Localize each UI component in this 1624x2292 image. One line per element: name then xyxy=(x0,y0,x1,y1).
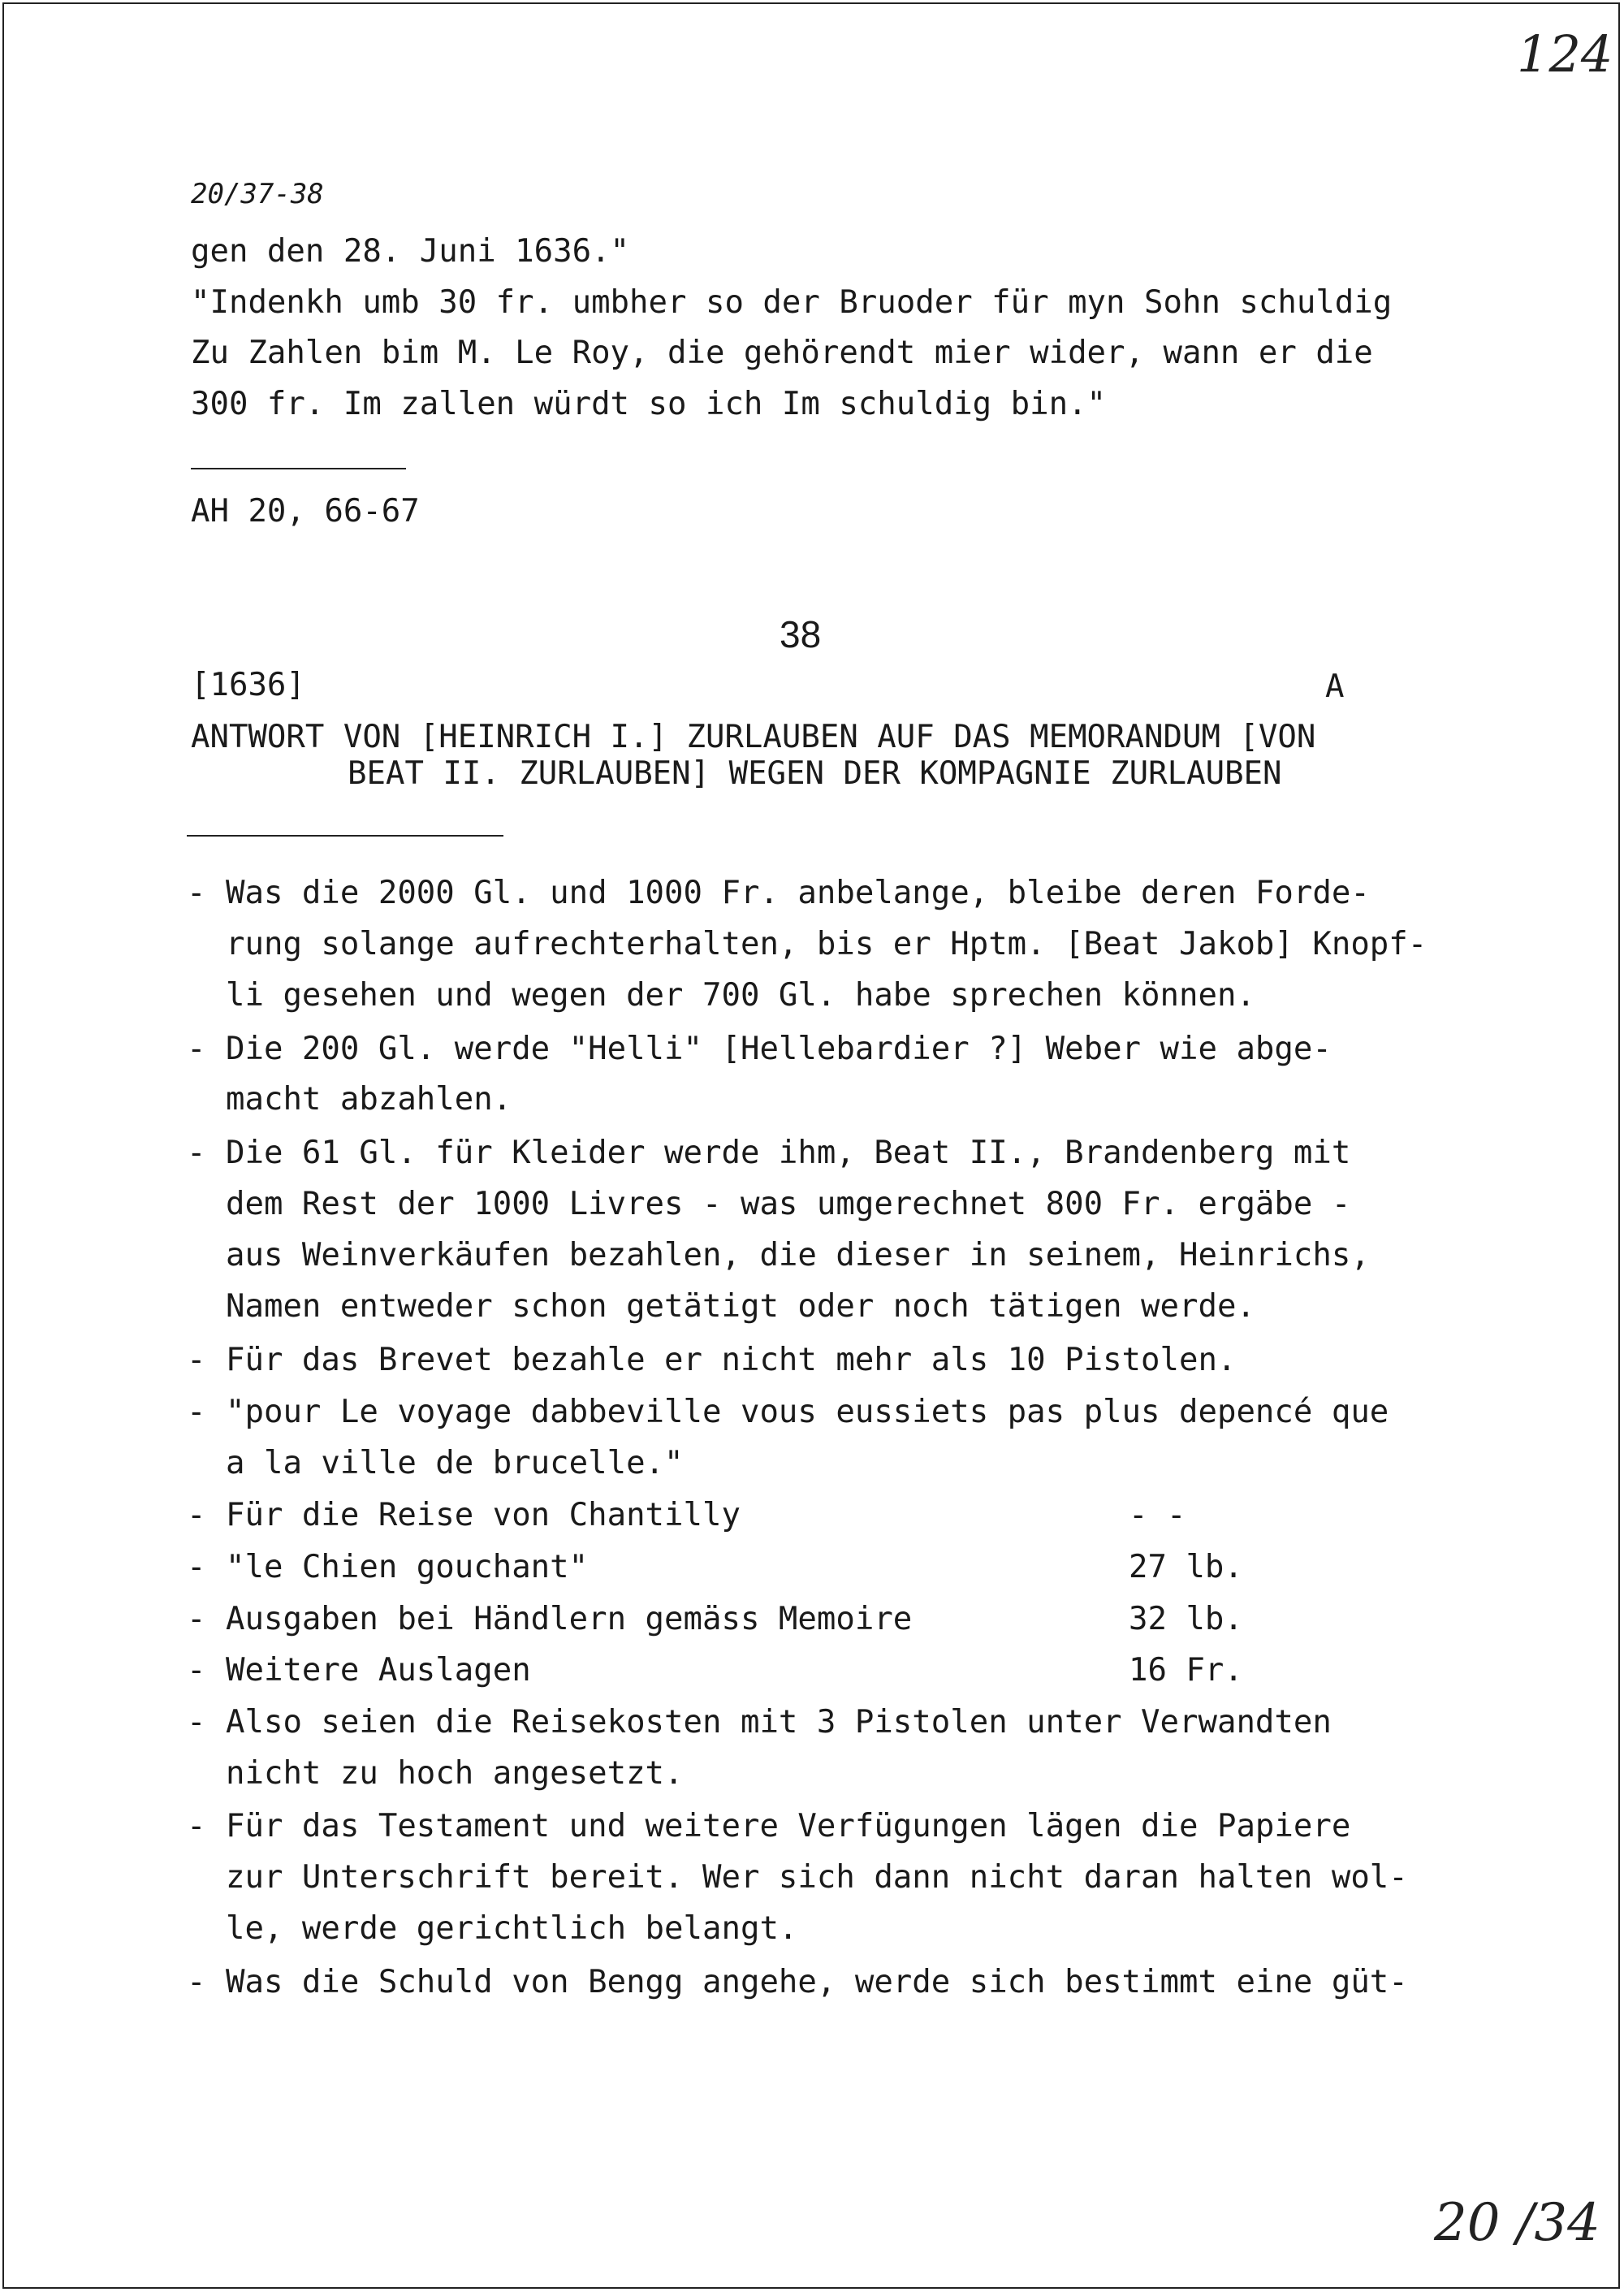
list-dash: - xyxy=(187,1342,206,1378)
list-dash: - xyxy=(187,1964,206,2000)
list-dash: - xyxy=(187,1549,206,1585)
list-item-amount: 32 lb. xyxy=(1129,1601,1243,1637)
list-item-line: Ausgaben bei Händlern gemäss Memoire xyxy=(226,1601,913,1637)
list-dash: - xyxy=(187,1497,206,1533)
list-item-line: Für das Testament und weitere Verfügungen lägen die Papiere xyxy=(226,1808,1351,1844)
list-item-line: "le Chien gouchant" xyxy=(226,1549,589,1585)
list-item-line: Für die Reise von Chantilly xyxy=(226,1497,741,1533)
list-item-line: macht abzahlen. xyxy=(226,1081,512,1118)
list-dash: - xyxy=(187,875,206,911)
quote-line: Zu Zahlen bim M. Le Roy, die gehörendt mier wider, wann er die xyxy=(191,335,1373,371)
list-item-line: Weitere Auslagen xyxy=(226,1652,531,1689)
list-dash: - xyxy=(187,1394,206,1430)
list-item-line: zur Unterschrift bereit. Wer sich dann nicht daran halten wol- xyxy=(226,1859,1408,1896)
list-dash: - xyxy=(187,1601,206,1637)
list-dash: - xyxy=(187,1704,206,1741)
list-item-amount: - - xyxy=(1129,1497,1186,1533)
source-note: AH 20, 66-67 xyxy=(191,493,420,530)
document-number: 38 xyxy=(780,613,822,655)
document-title-line: BEAT II. ZURLAUBEN] WEGEN DER KOMPAGNIE ZURLAUBEN xyxy=(348,755,1282,792)
archive-reference: 20/37-38 xyxy=(191,178,324,210)
list-dash: - xyxy=(187,1135,206,1171)
quote-line: gen den 28. Juni 1636." xyxy=(191,233,630,270)
list-item-line: aus Weinverkäufen bezahlen, die dieser in seinem, Heinrichs, xyxy=(226,1237,1370,1274)
list-item-line: Was die Schuld von Bengg angehe, werde sich bestimmt eine güt- xyxy=(226,1964,1408,2000)
list-item-line: Die 200 Gl. werde "Helli" [Hellebardier ?] Weber wie abge- xyxy=(226,1031,1332,1067)
list-dash: - xyxy=(187,1652,206,1689)
list-item-line: a la ville de brucelle." xyxy=(226,1445,684,1481)
list-item-line: Was die 2000 Gl. und 1000 Fr. anbelange, bleibe deren Forde- xyxy=(226,875,1370,911)
section-divider xyxy=(191,468,406,469)
handwritten-folio-number: 20 /34 xyxy=(1434,2193,1600,2253)
document-version: A xyxy=(1325,668,1345,705)
list-item-line: "pour Le voyage dabbeville vous eussiets pas plus depencé que xyxy=(226,1394,1389,1430)
quote-line: 300 fr. Im zallen würdt so ich Im schuldig bin." xyxy=(191,386,1107,422)
list-item-line: le, werde gerichtlich belangt. xyxy=(226,1910,798,1947)
list-dash: - xyxy=(187,1031,206,1067)
document-title-line: ANTWORT VON [HEINRICH I.] ZURLAUBEN AUF DAS MEMORANDUM [VON xyxy=(191,719,1316,755)
list-item-line: Für das Brevet bezahle er nicht mehr als 10 Pistolen. xyxy=(226,1342,1237,1378)
list-item-amount: 16 Fr. xyxy=(1129,1652,1243,1689)
list-item-line: Also seien die Reisekosten mit 3 Pistolen unter Verwandten xyxy=(226,1704,1332,1741)
list-item-line: dem Rest der 1000 Livres - was umgerechnet 800 Fr. ergäbe - xyxy=(226,1186,1351,1222)
list-item-amount: 27 lb. xyxy=(1129,1549,1243,1585)
section-divider xyxy=(187,835,503,837)
document-date: [1636] xyxy=(191,667,305,703)
list-item-line: Namen entweder schon getätigt oder noch tätigen werde. xyxy=(226,1288,1255,1325)
list-dash: - xyxy=(187,1808,206,1844)
list-item-line: nicht zu hoch angesetzt. xyxy=(226,1755,684,1792)
handwritten-page-number: 124 xyxy=(1517,24,1613,84)
quote-line: "Indenkh umb 30 fr. umbher so der Bruoder für myn Sohn schuldig xyxy=(191,284,1393,321)
list-item-line: Die 61 Gl. für Kleider werde ihm, Beat II., Brandenberg mit xyxy=(226,1135,1351,1171)
list-item-line: li gesehen und wegen der 700 Gl. habe sprechen können. xyxy=(226,977,1255,1014)
list-item-line: rung solange aufrechterhalten, bis er Hptm. [Beat Jakob] Knopf- xyxy=(226,926,1427,962)
